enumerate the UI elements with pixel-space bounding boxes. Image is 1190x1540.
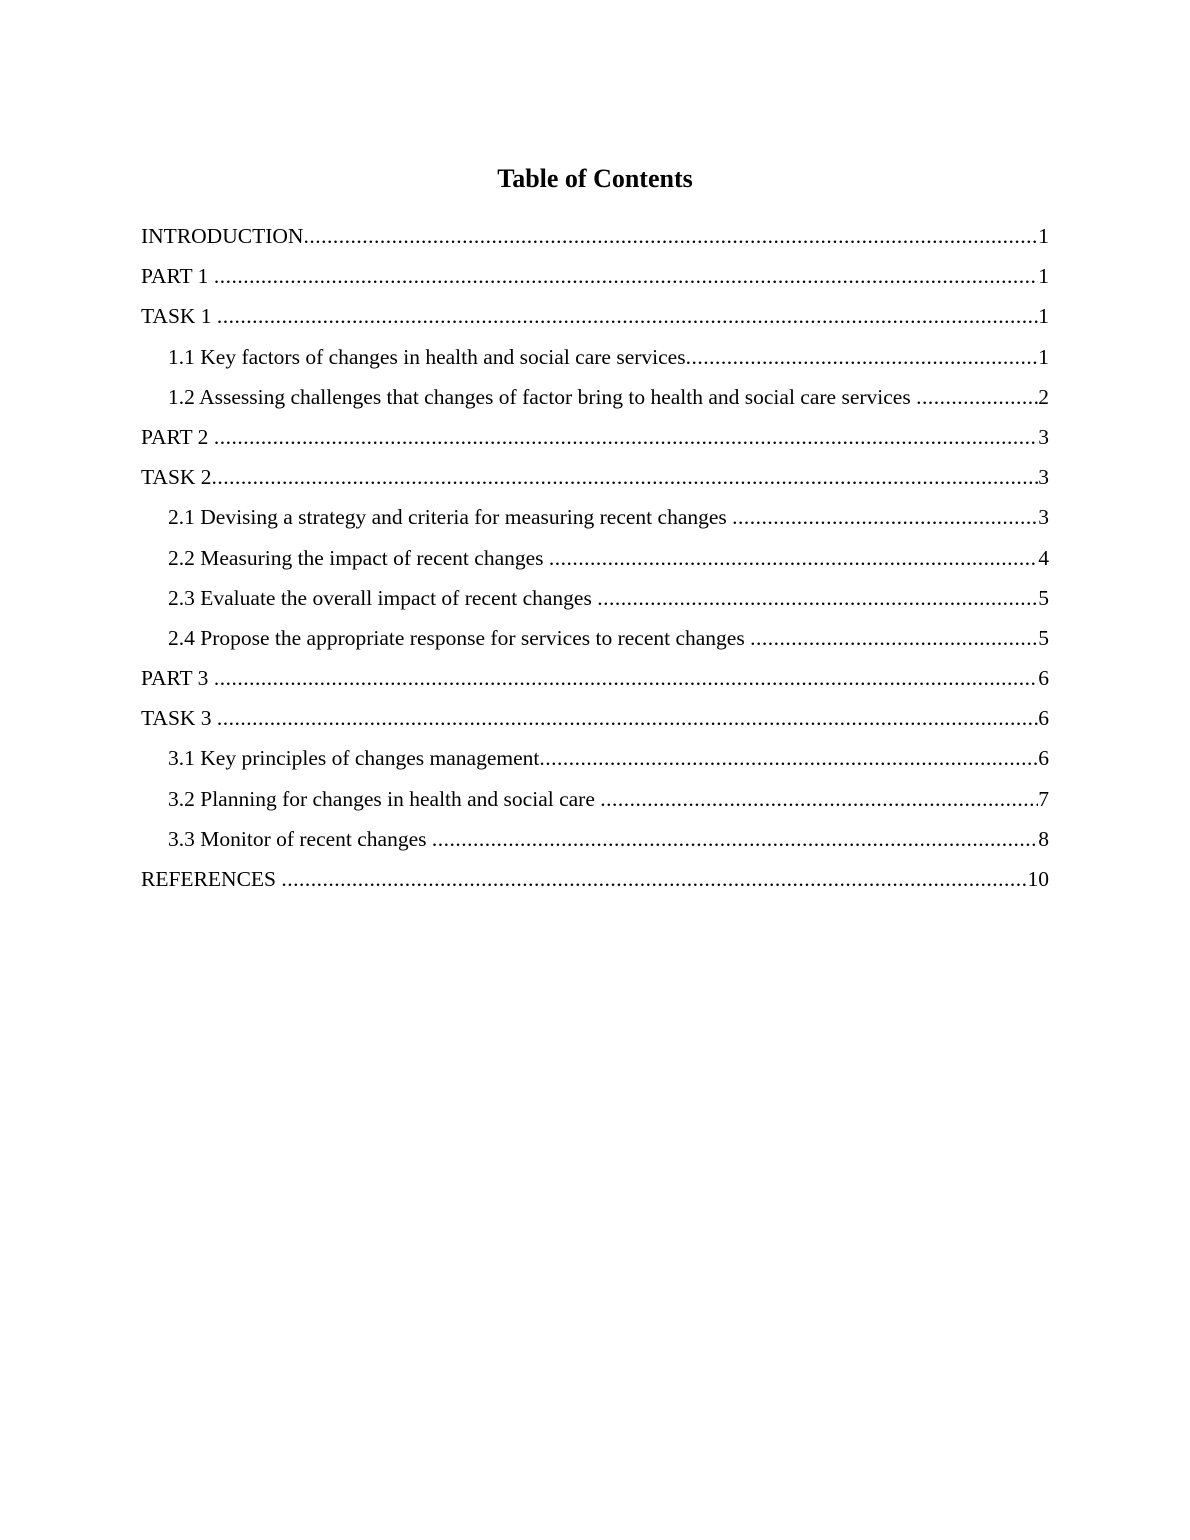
toc-dot-leader: [214, 662, 1038, 694]
toc-entry-label: 1.1 Key factors of changes in health and social care services: [168, 344, 686, 369]
toc-dot-leader: [432, 823, 1038, 855]
toc-entry-label: PART 3: [141, 666, 214, 691]
toc-entry-label: TASK 2: [141, 465, 212, 490]
toc-entry-label: 2.3 Evaluate the overall impact of recent changes: [168, 585, 598, 610]
toc-dot-leader: [549, 542, 1038, 574]
toc-dot-leader: [303, 220, 1038, 252]
toc-page-number: 1: [1038, 344, 1049, 369]
toc-dot-leader: [539, 742, 1038, 774]
toc-entry-2-3[interactable]: [141, 582, 1049, 622]
toc-page-number: 7: [1038, 786, 1049, 811]
toc-page-number: 3: [1038, 424, 1049, 449]
toc-entry-label: 2.2 Measuring the impact of recent changes: [168, 545, 549, 570]
toc-dot-leader: [217, 300, 1038, 332]
toc-entry-part-2[interactable]: [141, 421, 1049, 461]
toc-entry-task-2[interactable]: [141, 461, 1049, 501]
toc-entry-2-4[interactable]: [141, 622, 1049, 662]
toc-page-number: 5: [1038, 585, 1049, 610]
toc-page-number: 1: [1038, 224, 1049, 248]
toc-entry-label: TASK 3: [141, 706, 217, 731]
toc-dot-leader: [686, 341, 1039, 373]
toc-entry-1-2[interactable]: [141, 381, 1049, 421]
toc-page-number: 10: [1027, 867, 1049, 891]
toc-page-number: 1: [1038, 264, 1049, 289]
toc-dot-leader: [916, 381, 1038, 413]
toc-entry-3-3[interactable]: [141, 823, 1049, 863]
toc-dot-leader: [750, 622, 1038, 654]
toc-page-number: 8: [1038, 826, 1049, 851]
toc-page-number: 6: [1038, 666, 1049, 691]
toc-entry-label: PART 2: [141, 424, 214, 449]
toc-entry-task-3[interactable]: [141, 702, 1049, 742]
toc-page-number: 3: [1038, 505, 1049, 530]
toc-entry-label: 2.4 Propose the appropriate response for services to recent changes: [168, 625, 751, 650]
toc-entry-label: PART 1: [141, 264, 214, 289]
toc-entry-2-2[interactable]: [141, 542, 1049, 582]
toc-page-number: 6: [1038, 746, 1049, 771]
toc-dot-leader: [281, 863, 1027, 895]
toc-entry-introduction[interactable]: [141, 220, 1049, 260]
toc-page-number: 2: [1038, 384, 1049, 409]
toc-dot-leader: [212, 461, 1039, 493]
toc-dot-leader: [217, 702, 1038, 734]
toc-dot-leader: [600, 783, 1038, 815]
toc-entry-label: 3.2 Planning for changes in health and social care: [168, 786, 601, 811]
toc-page-number: 1: [1038, 304, 1049, 329]
toc-entry-label: 3.3 Monitor of recent changes: [168, 826, 432, 851]
toc-dot-leader: [597, 582, 1038, 614]
toc-title: Table of Contents: [497, 164, 693, 193]
toc-dot-leader: [732, 501, 1038, 533]
toc-dot-leader: [214, 421, 1038, 453]
toc-list: [141, 220, 1049, 903]
toc-page-number: 4: [1038, 545, 1049, 570]
toc-entry-part-3[interactable]: [141, 662, 1049, 702]
toc-entry-references[interactable]: [141, 863, 1049, 903]
toc-entry-3-2[interactable]: [141, 783, 1049, 823]
toc-entry-3-1[interactable]: [141, 742, 1049, 782]
toc-entry-1-1[interactable]: [141, 341, 1049, 381]
toc-page-number: 6: [1038, 706, 1049, 731]
toc-entry-label: TASK 1: [141, 304, 217, 329]
toc-entry-label: 1.2 Assessing challenges that changes of factor bring to health and social care services: [168, 384, 917, 409]
toc-entry-label: REFERENCES: [141, 867, 282, 891]
toc-entry-label: 2.1 Devising a strategy and criteria for measuring recent changes: [168, 505, 733, 530]
toc-dot-leader: [214, 260, 1038, 292]
toc-entry-part-1[interactable]: [141, 260, 1049, 300]
toc-entry-label: 3.1 Key principles of changes management: [168, 746, 540, 771]
toc-page-number: 5: [1038, 625, 1049, 650]
toc-entry-2-1[interactable]: [141, 501, 1049, 541]
toc-entry-task-1[interactable]: [141, 300, 1049, 340]
toc-page-number: 3: [1038, 465, 1049, 490]
toc-entry-label: INTRODUCTION: [141, 224, 304, 248]
